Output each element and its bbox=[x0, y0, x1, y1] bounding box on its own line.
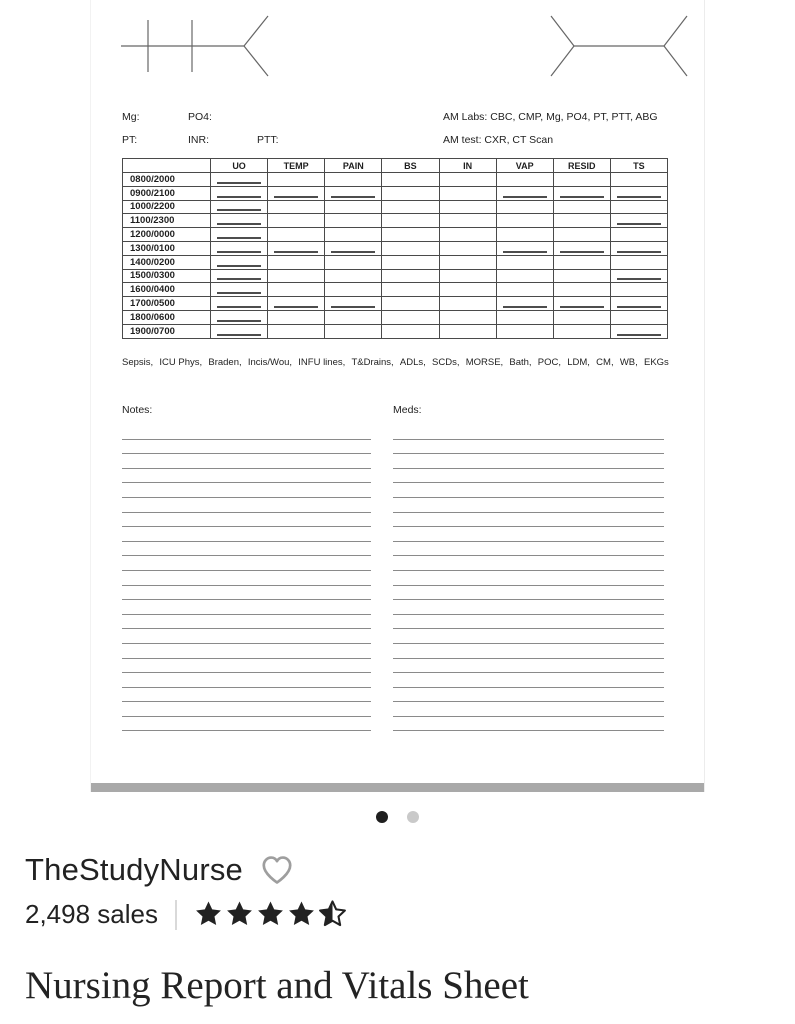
note-line bbox=[122, 615, 371, 630]
vitals-cell bbox=[496, 228, 553, 242]
vitals-cell bbox=[268, 228, 325, 242]
vitals-cell bbox=[610, 283, 667, 297]
vitals-col-header: RESID bbox=[553, 159, 610, 173]
vitals-cell bbox=[496, 241, 553, 255]
carousel-dot-1[interactable] bbox=[376, 811, 388, 823]
note-line bbox=[393, 659, 664, 674]
note-line bbox=[393, 644, 664, 659]
note-line bbox=[393, 425, 664, 440]
vitals-cell bbox=[553, 228, 610, 242]
vitals-cell bbox=[325, 186, 382, 200]
lab-field-pt: PT: bbox=[122, 134, 138, 146]
vitals-cell bbox=[268, 173, 325, 187]
note-line bbox=[122, 600, 371, 615]
vitals-cell bbox=[211, 255, 268, 269]
note-line bbox=[393, 556, 664, 571]
note-line bbox=[393, 629, 664, 644]
note-line bbox=[122, 527, 371, 542]
vitals-row bbox=[123, 214, 668, 228]
star-rating[interactable] bbox=[194, 900, 347, 929]
vitals-cell bbox=[439, 269, 496, 283]
vitals-cell bbox=[325, 324, 382, 338]
vitals-cell bbox=[553, 241, 610, 255]
vitals-cell bbox=[439, 173, 496, 187]
vitals-cell bbox=[211, 214, 268, 228]
vitals-time-label: 1100/2300 bbox=[123, 214, 211, 228]
note-line bbox=[122, 556, 371, 571]
blank-line bbox=[617, 278, 661, 280]
assessment-item: Bath, bbox=[509, 357, 532, 368]
vitals-col-header: VAP bbox=[496, 159, 553, 173]
assessment-checklist bbox=[122, 357, 669, 368]
vitals-col-header: TEMP bbox=[268, 159, 325, 173]
meds-lines bbox=[393, 425, 664, 731]
vitals-time-label: 1400/0200 bbox=[123, 255, 211, 269]
note-line bbox=[393, 615, 664, 630]
note-line bbox=[122, 483, 371, 498]
blank-line bbox=[331, 251, 375, 253]
blank-line bbox=[503, 306, 547, 308]
vitals-col-header: UO bbox=[211, 159, 268, 173]
vitals-cell bbox=[610, 186, 667, 200]
blank-line bbox=[217, 251, 261, 253]
lab-field-po4: PO4: bbox=[188, 111, 212, 123]
assessment-item: WB, bbox=[619, 357, 638, 368]
vitals-cell bbox=[211, 241, 268, 255]
vitals-cell bbox=[553, 297, 610, 311]
vitals-cell bbox=[496, 310, 553, 324]
assessment-item: ADLs, bbox=[399, 357, 426, 368]
vitals-row bbox=[123, 228, 668, 242]
vitals-cell bbox=[382, 255, 439, 269]
note-line bbox=[393, 513, 664, 528]
vitals-cell bbox=[439, 255, 496, 269]
lab-field-inr: INR: bbox=[188, 134, 209, 146]
blank-line bbox=[617, 196, 661, 198]
vitals-cell bbox=[610, 241, 667, 255]
favorite-heart-icon[interactable] bbox=[258, 852, 296, 888]
assessment-item: POC, bbox=[537, 357, 562, 368]
fishbone-diagram-left-icon bbox=[121, 8, 271, 80]
vitals-cell bbox=[325, 241, 382, 255]
assessment-item: LDM, bbox=[567, 357, 590, 368]
vitals-cell bbox=[211, 283, 268, 297]
vitals-cell bbox=[610, 324, 667, 338]
shop-name-link[interactable]: TheStudyNurse bbox=[25, 852, 243, 887]
vitals-cell bbox=[496, 173, 553, 187]
blank-line bbox=[217, 292, 261, 294]
assessment-item: Braden, bbox=[208, 357, 242, 368]
assessment-item: EKGs bbox=[643, 357, 669, 368]
assessment-item: Sepsis, bbox=[122, 357, 154, 368]
lab-field-mg: Mg: bbox=[122, 111, 140, 123]
assessment-item: T&Drains, bbox=[351, 357, 394, 368]
note-line bbox=[393, 571, 664, 586]
note-line bbox=[122, 542, 371, 557]
vitals-cell bbox=[382, 186, 439, 200]
note-line bbox=[122, 659, 371, 674]
product-title: Nursing Report and Vitals Sheet bbox=[25, 964, 529, 1007]
note-line bbox=[122, 644, 371, 659]
note-line bbox=[393, 498, 664, 513]
blank-line bbox=[617, 223, 661, 225]
vitals-cell bbox=[496, 214, 553, 228]
blank-line bbox=[217, 334, 261, 336]
vitals-cell bbox=[553, 283, 610, 297]
blank-line bbox=[217, 209, 261, 211]
vitals-row bbox=[123, 283, 668, 297]
vitals-cell bbox=[325, 200, 382, 214]
vitals-cell bbox=[610, 173, 667, 187]
vitals-cell bbox=[325, 310, 382, 324]
note-line bbox=[122, 571, 371, 586]
star-full-icon bbox=[225, 900, 254, 929]
vitals-row bbox=[123, 173, 668, 187]
vitals-cell bbox=[439, 200, 496, 214]
note-line bbox=[393, 527, 664, 542]
assessment-item: MORSE, bbox=[465, 357, 504, 368]
vitals-row bbox=[123, 269, 668, 283]
vitals-time-label: 0900/2100 bbox=[123, 186, 211, 200]
vitals-cell bbox=[211, 228, 268, 242]
vitals-cell bbox=[382, 241, 439, 255]
vitals-cell bbox=[496, 297, 553, 311]
vitals-cell bbox=[268, 324, 325, 338]
vitals-cell bbox=[553, 269, 610, 283]
stats-row bbox=[25, 899, 347, 930]
vitals-time-label: 1800/0600 bbox=[123, 310, 211, 324]
vitals-time-label: 1700/0500 bbox=[123, 297, 211, 311]
blank-line bbox=[560, 306, 604, 308]
note-line bbox=[393, 483, 664, 498]
vitals-cell bbox=[610, 310, 667, 324]
vitals-cell bbox=[382, 283, 439, 297]
vitals-cell bbox=[439, 228, 496, 242]
blank-line bbox=[274, 306, 318, 308]
note-line bbox=[122, 586, 371, 601]
blank-line bbox=[217, 223, 261, 225]
blank-line bbox=[503, 196, 547, 198]
vitals-time-label: 1900/0700 bbox=[123, 324, 211, 338]
vitals-cell bbox=[325, 255, 382, 269]
assessment-item: CM, bbox=[596, 357, 614, 368]
blank-line bbox=[503, 251, 547, 253]
am-test-text: AM test: CXR, CT Scan bbox=[443, 134, 554, 146]
vitals-cell bbox=[268, 241, 325, 255]
vitals-cell bbox=[268, 255, 325, 269]
note-line bbox=[122, 513, 371, 528]
vitals-col-header: BS bbox=[382, 159, 439, 173]
note-line bbox=[393, 717, 664, 732]
vitals-cell bbox=[553, 214, 610, 228]
assessment-item: ICU Phys, bbox=[159, 357, 203, 368]
vertical-divider bbox=[175, 900, 177, 930]
vitals-cell bbox=[211, 324, 268, 338]
vitals-cell bbox=[610, 228, 667, 242]
blank-line bbox=[274, 196, 318, 198]
notes-lines bbox=[122, 425, 371, 731]
product-image-preview[interactable] bbox=[90, 0, 705, 792]
vitals-time-label: 1200/0000 bbox=[123, 228, 211, 242]
vitals-cell bbox=[610, 200, 667, 214]
note-line bbox=[393, 702, 664, 717]
fishbone-diagram-right-icon bbox=[550, 8, 690, 80]
note-line bbox=[122, 440, 371, 455]
vitals-cell bbox=[382, 297, 439, 311]
vitals-cell bbox=[553, 310, 610, 324]
vitals-col-header: IN bbox=[439, 159, 496, 173]
note-line bbox=[122, 702, 371, 717]
vitals-cell bbox=[382, 269, 439, 283]
blank-line bbox=[217, 182, 261, 184]
vitals-cell bbox=[496, 186, 553, 200]
vitals-cell bbox=[325, 283, 382, 297]
vitals-cell bbox=[439, 297, 496, 311]
blank-line bbox=[217, 278, 261, 280]
vitals-cell bbox=[439, 310, 496, 324]
vitals-cell bbox=[211, 200, 268, 214]
vitals-cell bbox=[325, 173, 382, 187]
vitals-row bbox=[123, 241, 668, 255]
vitals-cell bbox=[268, 310, 325, 324]
blank-line bbox=[217, 196, 261, 198]
blank-line bbox=[217, 320, 261, 322]
vitals-row bbox=[123, 255, 668, 269]
vitals-cell bbox=[496, 283, 553, 297]
blank-line bbox=[560, 196, 604, 198]
vitals-cell bbox=[325, 228, 382, 242]
blank-line bbox=[274, 251, 318, 253]
vitals-cell bbox=[382, 228, 439, 242]
lab-field-ptt: PTT: bbox=[257, 134, 279, 146]
star-full-icon bbox=[256, 900, 285, 929]
blank-line bbox=[217, 265, 261, 267]
note-line bbox=[122, 425, 371, 440]
vitals-time-label: 1600/0400 bbox=[123, 283, 211, 297]
note-line bbox=[393, 469, 664, 484]
vitals-cell bbox=[211, 269, 268, 283]
am-labs-text: AM Labs: CBC, CMP, Mg, PO4, PT, PTT, ABG bbox=[443, 111, 658, 123]
shop-row bbox=[25, 852, 296, 888]
vitals-cell bbox=[496, 255, 553, 269]
carousel-dots bbox=[0, 811, 795, 823]
sales-count[interactable]: 2,498 sales bbox=[25, 899, 158, 929]
vitals-time-label: 1000/2200 bbox=[123, 200, 211, 214]
vitals-cell bbox=[496, 200, 553, 214]
vitals-cell bbox=[610, 297, 667, 311]
vitals-cell bbox=[553, 255, 610, 269]
vitals-col-header: TS bbox=[610, 159, 667, 173]
blank-line bbox=[331, 196, 375, 198]
note-line bbox=[122, 454, 371, 469]
vitals-cell bbox=[439, 241, 496, 255]
vitals-cell bbox=[268, 269, 325, 283]
vitals-row bbox=[123, 297, 668, 311]
vitals-cell bbox=[211, 173, 268, 187]
note-line bbox=[393, 586, 664, 601]
blank-line bbox=[617, 251, 661, 253]
vitals-row bbox=[123, 200, 668, 214]
meds-label: Meds: bbox=[393, 404, 422, 416]
assessment-item: INFU lines, bbox=[298, 357, 346, 368]
vitals-cell bbox=[268, 283, 325, 297]
vitals-row bbox=[123, 324, 668, 338]
vitals-cell bbox=[553, 173, 610, 187]
note-line bbox=[122, 629, 371, 644]
vitals-time-label: 1500/0300 bbox=[123, 269, 211, 283]
blank-line bbox=[331, 306, 375, 308]
vitals-cell bbox=[439, 186, 496, 200]
vitals-col-header: PAIN bbox=[325, 159, 382, 173]
vitals-cell bbox=[211, 310, 268, 324]
note-line bbox=[393, 542, 664, 557]
vitals-cell bbox=[211, 297, 268, 311]
note-line bbox=[393, 454, 664, 469]
vitals-cell bbox=[439, 214, 496, 228]
notes-label: Notes: bbox=[122, 404, 153, 416]
vitals-cell bbox=[496, 324, 553, 338]
blank-line bbox=[217, 237, 261, 239]
assessment-item: SCDs, bbox=[432, 357, 460, 368]
vitals-cell bbox=[610, 214, 667, 228]
note-line bbox=[393, 440, 664, 455]
assessment-item: Incis/Wou, bbox=[247, 357, 293, 368]
vitals-cell bbox=[382, 173, 439, 187]
note-line bbox=[122, 673, 371, 688]
vitals-cell bbox=[610, 269, 667, 283]
vitals-cell bbox=[325, 297, 382, 311]
blank-line bbox=[617, 306, 661, 308]
vitals-cell bbox=[610, 255, 667, 269]
vitals-cell bbox=[382, 214, 439, 228]
note-line bbox=[393, 688, 664, 703]
vitals-cell bbox=[496, 269, 553, 283]
vitals-cell bbox=[439, 324, 496, 338]
vitals-cell bbox=[325, 214, 382, 228]
vitals-cell bbox=[325, 269, 382, 283]
note-line bbox=[393, 600, 664, 615]
note-line bbox=[122, 717, 371, 732]
vitals-cell bbox=[268, 186, 325, 200]
vitals-time-label: 0800/2000 bbox=[123, 173, 211, 187]
note-line bbox=[122, 469, 371, 484]
blank-line bbox=[560, 251, 604, 253]
vitals-cell bbox=[382, 310, 439, 324]
star-full-icon bbox=[194, 900, 223, 929]
vitals-cell bbox=[382, 200, 439, 214]
star-half-icon bbox=[318, 900, 347, 929]
blank-line bbox=[217, 306, 261, 308]
vitals-cell bbox=[211, 186, 268, 200]
vitals-cell bbox=[439, 283, 496, 297]
vitals-cell bbox=[382, 324, 439, 338]
vitals-row bbox=[123, 186, 668, 200]
star-full-icon bbox=[287, 900, 316, 929]
carousel-dot-2[interactable] bbox=[407, 811, 419, 823]
image-carousel-scrollbar[interactable] bbox=[91, 783, 704, 792]
note-line bbox=[393, 673, 664, 688]
vitals-cell bbox=[268, 214, 325, 228]
vitals-col-header-time bbox=[123, 159, 211, 173]
vitals-cell bbox=[553, 200, 610, 214]
note-line bbox=[122, 498, 371, 513]
vitals-time-label: 1300/0100 bbox=[123, 241, 211, 255]
note-line bbox=[122, 688, 371, 703]
vitals-table bbox=[122, 158, 668, 339]
vitals-cell bbox=[268, 297, 325, 311]
vitals-cell bbox=[553, 186, 610, 200]
vitals-cell bbox=[268, 200, 325, 214]
vitals-row bbox=[123, 310, 668, 324]
blank-line bbox=[617, 334, 661, 336]
vitals-cell bbox=[553, 324, 610, 338]
